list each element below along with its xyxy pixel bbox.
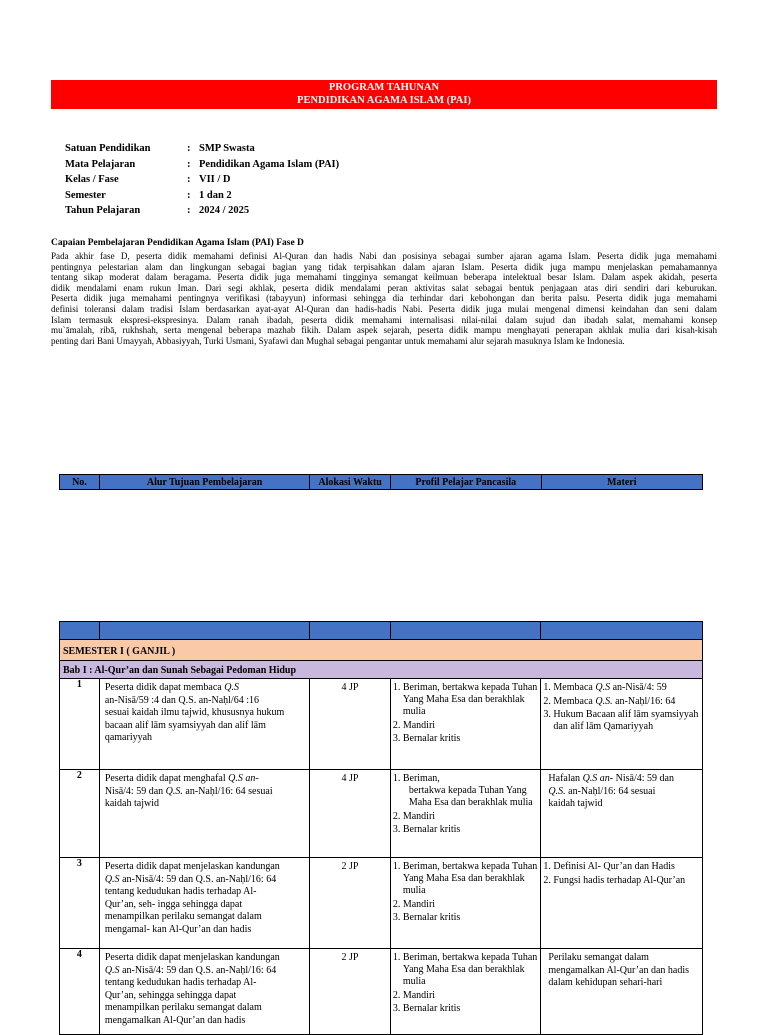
materi-item: Hukum Bacaan alif lām syamsiyyah dan alif lām Qamariyyah xyxy=(553,709,699,732)
info-row: Kelas / Fase : VII / D xyxy=(65,174,339,190)
info-label: Mata Pelajaran xyxy=(65,158,136,170)
capaian-line: penting dari Bani Umayyah, Abbasiyyah, Turki Usmani, Syafawi dan Mughal sebagai pengantar untuk memahami alur sejarah masuknya Islam ke Indonesia. xyxy=(51,335,625,346)
info-value: SMP Swasta xyxy=(199,143,255,154)
waktu: 4 JP xyxy=(341,682,359,693)
banner-line-1: PROGRAM TAHUNAN xyxy=(328,82,440,93)
row-number: 3 xyxy=(60,858,100,949)
capaian-title: Capaian Pembelajaran Pendidikan Agama Islam (PAI) Fase D xyxy=(51,238,304,248)
capaian-line: Islam termasuk ekspresi-ekspresinya. Dalam ranah ibadah, peserta didik memahami internalisasi nilai-nilai dalam sujud dan ibadah salat, memahami konsep xyxy=(51,314,717,325)
capaian-line: pentingnya pelestarian alam dan lingkungan sebagai bagian yang tidak terpisahkan dalam ajaran Islam. Peserta didik juga mampu menjelaskan pemahamannya xyxy=(51,261,717,272)
materi-list: 1. Membaca Q.S an-Nisā/4: 59 2. Membaca Q.S. an-Naḥl/16: 64 3. Hukum Bacaan alif lām syamsiyyah dan alif lām Qamariyyah xyxy=(543,682,699,732)
waktu: 4 JP xyxy=(341,773,359,784)
blank-header-row xyxy=(60,622,703,640)
profil-item: Bernalar kritis xyxy=(402,733,461,744)
waktu: 2 JP xyxy=(341,861,359,872)
info-label: Satuan Pendidikan xyxy=(65,143,151,154)
info-value: VII / D xyxy=(199,174,231,186)
chapter-row xyxy=(60,661,703,679)
semester-row xyxy=(60,640,703,661)
header-atp: Alur Tujuan Pembelajaran xyxy=(99,475,309,490)
profil-item: Mandiri xyxy=(402,898,436,910)
capaian-line: didik mendalami enam rukun Iman. Dari segi akhlak, peserta didik mendalami peran aktivitas salat sebagai bentuk penjagaan atas diri sendiri dari keburukan. xyxy=(51,282,717,293)
materi-text: Hafalan Q.S an- Nisā/4: 59 dan Q.S. an-Naḥl/16: 64 sesuai kaidah tajwid xyxy=(548,773,674,809)
profil-list: 1. Beriman, bertakwa kepada Tuhan Yang Maha Esa dan berakhlak mulia 2. Mandiri 3. Bernalar kritis xyxy=(392,682,538,744)
table-row xyxy=(60,770,703,858)
identity-block xyxy=(65,143,339,221)
materi-item: Fungsi hadis terhadap Al-Qur’an xyxy=(553,874,686,886)
atp-text: Peserta didik dapat menjelaskan kandungan Q.S an-Nisā/4: 59 dan Q.S. an-Naḥl/16: 64 tentang kedudukan hadis terhadap Al- Qur’an, sehingga sehingga dapat menampilkan perilaku semangat dalam mengamalkan Al-Qur’an dan hadis xyxy=(104,952,280,1026)
header-no: No. xyxy=(60,475,100,490)
profil-list: 1. Beriman, bertakwa kepada Tuhan Yang Maha Esa dan berakhlak mulia 2. Mandiri 3. Bernalar kritis xyxy=(391,770,541,836)
atp-text: Peserta didik dapat membaca Q.S an-Nisā/59 :4 dan Q.S. an-Naḥl/64 :16 sesuai kaidah ilmu tajwid, khususnya hukum bacaan alif lām syamsiyyah dan alif lām qamariyyah xyxy=(104,682,285,743)
profil-item: Beriman, bertakwa kepada Tuhan Yang Maha Esa dan berakhlak mulia xyxy=(402,952,538,987)
info-row: Tahun Pelajaran : 2024 / 2025 xyxy=(65,205,339,221)
profil-item: Beriman, bertakwa kepada Tuhan Yang Maha Esa dan berakhlak mulia xyxy=(402,682,538,717)
profil-item: Bernalar kritis xyxy=(402,1003,461,1014)
profil-list: 1. Beriman, bertakwa kepada Tuhan Yang Maha Esa dan berakhlak mulia 2. Mandiri 3. Bernalar kritis xyxy=(392,861,538,923)
profil-list: 1. Beriman, bertakwa kepada Tuhan Yang Maha Esa dan berakhlak mulia 2. Mandiri 3. Bernalar kritis xyxy=(392,952,538,1014)
atp-text: Peserta didik dapat menjelaskan kandungan Q.S an-Nisā/4: 59 dan Q.S. an-Naḥl/16: 64 tentang kedudukan hadis terhadap Al- Qur’an, seh- ingga sehingga dapat menampilkan perilaku semangat dalam mengamal- kan Al-Qur’an dan hadis xyxy=(104,861,280,935)
info-label: Tahun Pelajaran xyxy=(65,205,141,217)
profil-item: Mandiri xyxy=(402,719,436,731)
info-row: Satuan Pendidikan : SMP Swasta xyxy=(65,143,339,159)
materi-item: Membaca Q.S an-Nisā/4: 59 xyxy=(553,682,667,693)
info-value: Pendidikan Agama Islam (PAI) xyxy=(199,158,340,170)
table-row xyxy=(60,858,703,949)
row-number: 2 xyxy=(60,770,100,858)
atp-text: Peserta didik dapat menghafal Q.S an- Nisā/4: 59 dan Q.S. an-Naḥl/16: 64 sesuai kaidah tajwid xyxy=(104,773,273,809)
capaian-line: tentang sikap moderat dalam beragama. Peserta didik juga memahami tingginya semangat keilmuan beberapa intelektual besar Islam. Dalam aspek akidah, peserta xyxy=(51,272,717,283)
table-row xyxy=(60,679,703,770)
chapter-label: Bab I : Al-Qur’an dan Sunah Sebagai Pedoman Hidup xyxy=(60,661,703,679)
table-header xyxy=(59,474,703,490)
info-label: Kelas / Fase xyxy=(65,174,119,186)
materi-list: 1. Definisi Al- Qur’an dan Hadis 2. Fungsi hadis terhadap Al-Qur’an xyxy=(543,861,686,886)
title-banner xyxy=(51,80,717,109)
capaian-body xyxy=(51,251,717,346)
header-materi: Materi xyxy=(541,475,702,490)
materi-item: Definisi Al- Qur’an dan Hadis xyxy=(553,861,675,872)
profil-item: Mandiri xyxy=(402,989,436,1001)
materi-item: Membaca Q.S. an-Naḥl/16: 64 xyxy=(553,695,676,707)
banner-line-2: PENDIDIKAN AGAMA ISLAM (PAI) xyxy=(297,95,471,106)
profil-item: Beriman, xyxy=(402,773,440,784)
info-label: Semester xyxy=(65,189,106,201)
capaian-line: definisi toleransi dalam tradisi Islam berdasarkan ayat-ayat Al-Quran dan hadis-hadis Nabi. Peserta didik juga mulai mengenal dimensi keindahan dan seni dalam xyxy=(51,303,717,314)
profil-item: Beriman, bertakwa kepada Tuhan Yang Maha Esa dan berakhlak mulia xyxy=(402,861,538,896)
profil-item: Mandiri xyxy=(402,810,436,822)
capaian-line: Pada akhir fase D, peserta didik memahami definisi Al-Quran dan hadis Nabi dan posisinya sebagai sumber ajaran agama Islam. Peserta didik juga memahami xyxy=(51,251,717,261)
info-value: 2024 / 2025 xyxy=(199,205,250,217)
program-table xyxy=(59,621,703,1035)
header-waktu: Alokasi Waktu xyxy=(310,475,391,490)
profil-continuation: bertakwa kepada Tuhan Yang Maha Esa dan berakhlak mulia xyxy=(408,785,533,808)
profil-item: Bernalar kritis xyxy=(402,824,461,835)
info-row: Semester : 1 dan 2 xyxy=(65,190,339,206)
waktu: 2 JP xyxy=(341,952,359,963)
capaian-line: Peserta didik juga memahami pentingnya verifikasi (tabayyun) informasi sehingga dia terhindar dari kebohongan dan berita palsu. Peserta didik juga memahami xyxy=(51,293,717,304)
semester-label: SEMESTER I ( GANJIL ) xyxy=(60,640,703,661)
info-value: 1 dan 2 xyxy=(199,189,232,201)
row-number: 1 xyxy=(60,679,100,770)
materi-text: Perilaku semangat dalam mengamalkan Al-Qur’an dan hadis dalam kehidupan sehari-hari xyxy=(548,952,690,988)
capaian-line: mu`āmalah, ribā, rukhshah, serta mengenal beberapa mazhab fikih. Dalam aspek sejarah, peserta didik mampu menghayati penerapan akhlak mulia dari kisah-kisah xyxy=(51,325,717,336)
profil-item: Bernalar kritis xyxy=(402,912,461,923)
info-row: Mata Pelajaran : Pendidikan Agama Islam (PAI) xyxy=(65,159,339,175)
header-profil: Profil Pelajar Pancasila xyxy=(391,475,542,490)
row-number: 4 xyxy=(60,949,100,1035)
table-row xyxy=(60,949,703,1035)
